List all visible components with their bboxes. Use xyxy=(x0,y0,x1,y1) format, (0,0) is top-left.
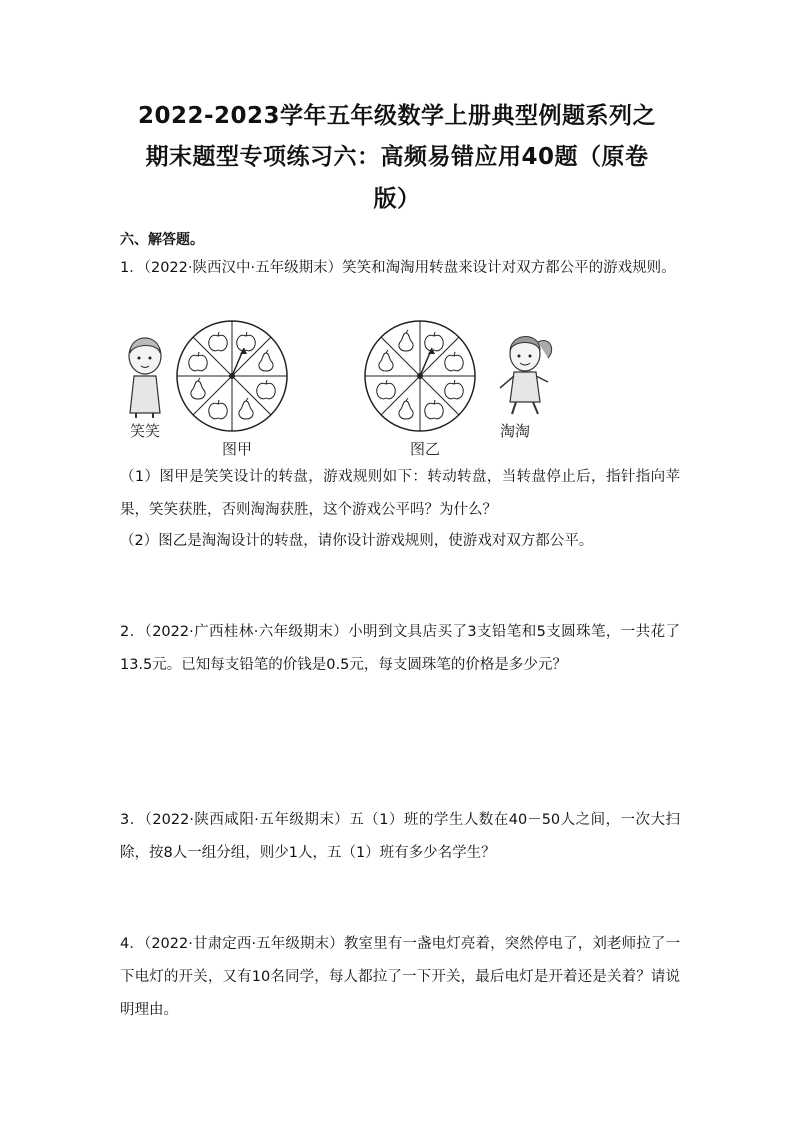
spinner-illustration xyxy=(120,318,560,458)
wheel-caption-right: 图乙 xyxy=(410,440,441,458)
section-heading: 六、解答题。 xyxy=(120,232,204,248)
girl-character-icon xyxy=(129,338,161,418)
question-2-text: 2．（2022·广西桂林·六年级期末）小明到文具店买了3支铅笔和5支圆珠笔，一共花了13.5元。已知每支铅笔的价钱是0.5元，每支圆珠笔的价格是多少元？ xyxy=(120,624,680,673)
question-1-text: 1．（2022·陕西汉中·五年级期末）笑笑和淘淘用转盘来设计对双方都公平的游戏规则。 xyxy=(120,260,676,276)
title-line-2: 期末题型专项练习六：高频易错应用40题（原卷 xyxy=(145,144,649,170)
character-label-left: 笑笑 xyxy=(130,422,161,440)
spinner-wheel-right xyxy=(365,321,475,431)
title-line-1: 2022-2023学年五年级数学上册典型例题系列之 xyxy=(137,103,657,129)
wheel-caption-left: 图甲 xyxy=(222,440,253,458)
question-1-sub-2: （2）图乙是淘淘设计的转盘，请你设计游戏规则，使游戏对双方都公平。 xyxy=(120,533,594,549)
spinner-figure xyxy=(120,318,560,458)
spinner-wheel-left xyxy=(177,321,287,431)
question-1-sub-1: （1）图甲是笑笑设计的转盘，游戏规则如下：转动转盘，当转盘停止后，指针指向苹果，笑笑获胜，否则淘淘获胜，这个游戏公平吗？为什么？ xyxy=(120,469,680,518)
character-label-right: 淘淘 xyxy=(500,422,531,440)
question-3-text: 3．（2022·陕西咸阳·五年级期末）五（1）班的学生人数在40－50人之间，一次大扫除，按8人一组分组，则少1人，五（1）班有多少名学生？ xyxy=(120,812,680,861)
title-line-3: 版） xyxy=(373,186,421,212)
girl-character-right-icon xyxy=(500,337,552,415)
question-4-text: 4．（2022·甘肃定西·五年级期末）教室里有一盏电灯亮着，突然停电了，刘老师拉了一下电灯的开关，又有10名同学，每人都拉了一下开关，最后电灯是开着还是关着？请说明理由。 xyxy=(120,936,680,1018)
